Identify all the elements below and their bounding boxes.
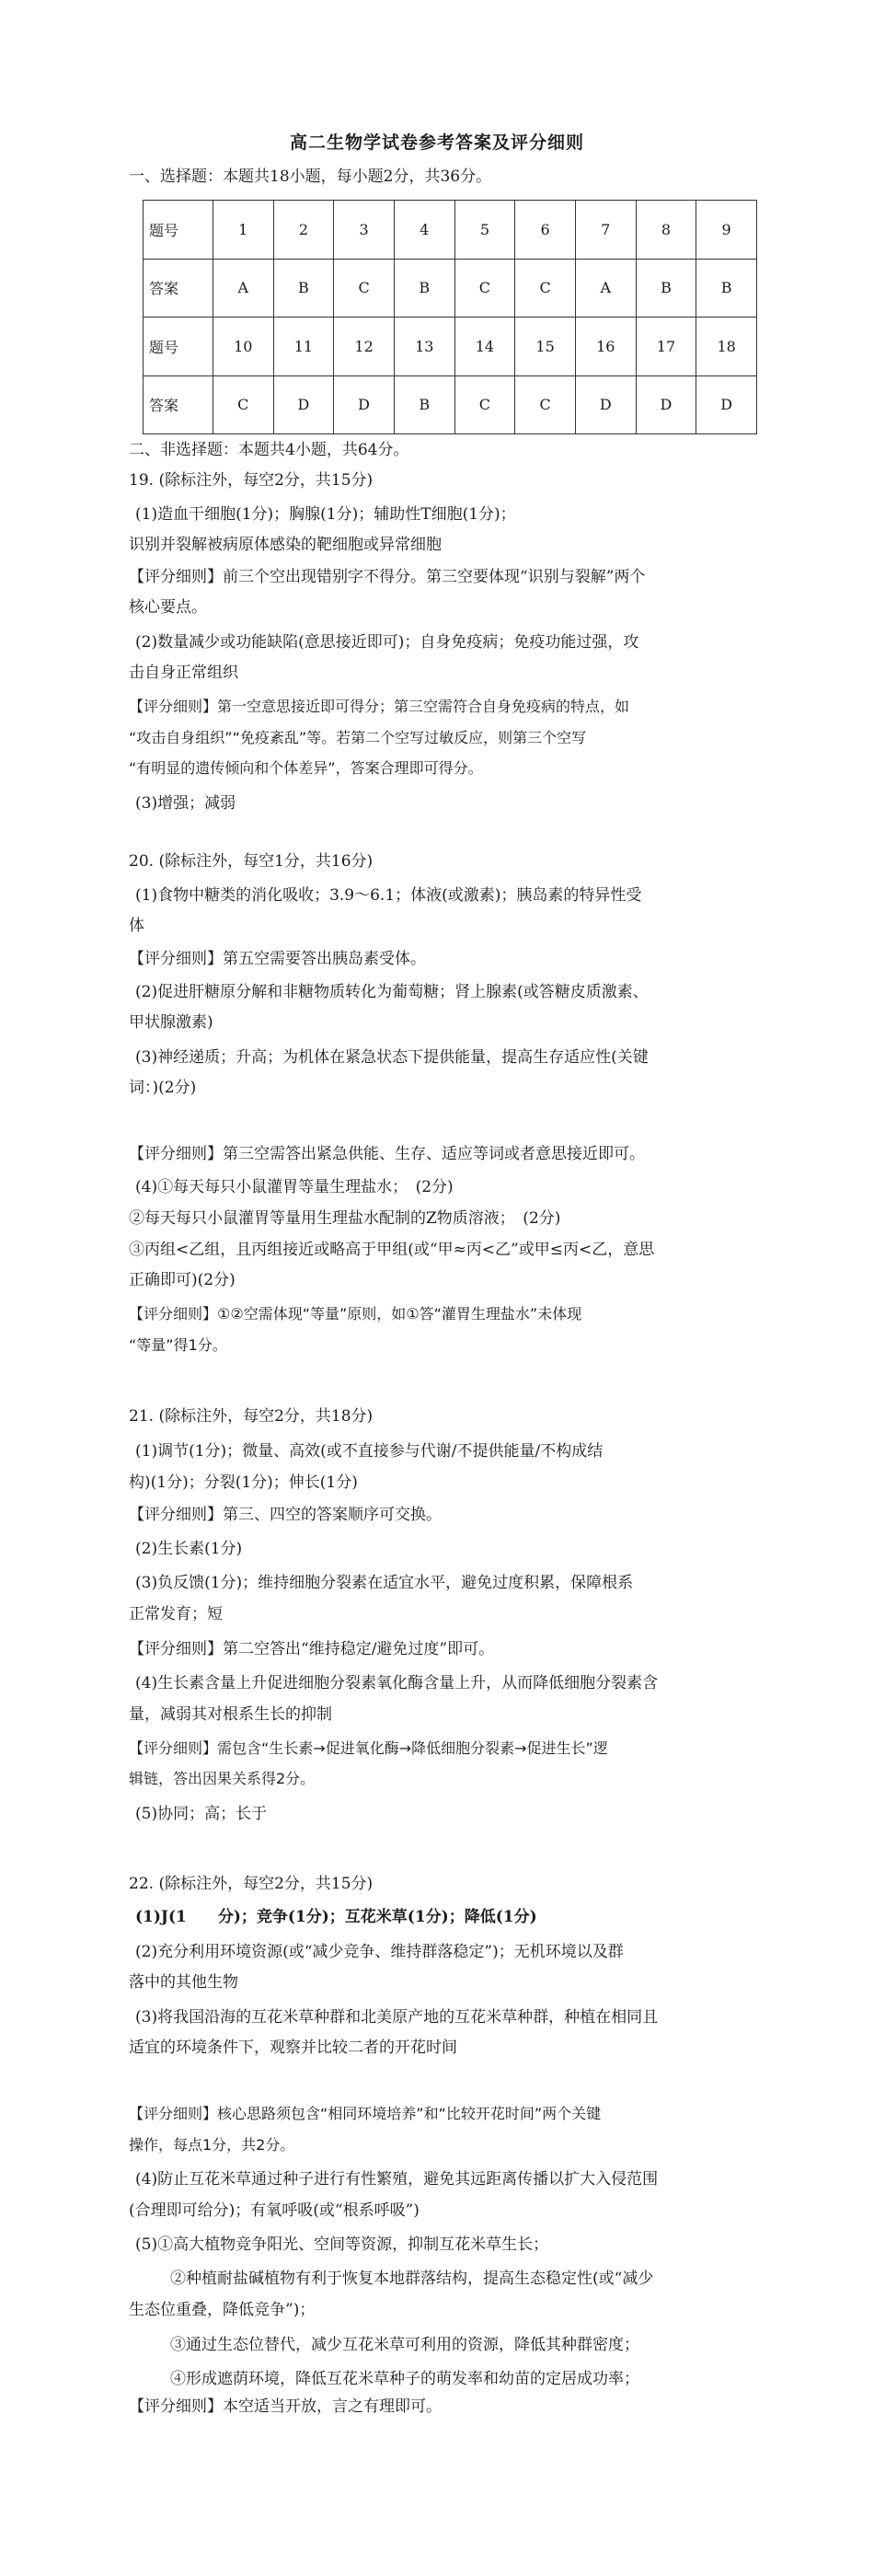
q19-rubric-line: 核心要点。 (129, 598, 207, 617)
table-cell: 9 (696, 201, 757, 260)
table-cell: C (454, 375, 515, 434)
q19-header: 19. (除标注外，每空2分，共15分) (129, 471, 374, 490)
table-cell: 8 (636, 201, 696, 260)
q22-answer-line: ②种植耐盐碱植物有利于恢复本地群落结构，提高生态稳定性(或“减少 (170, 2270, 654, 2288)
q19-answer-line: (2)数量减少或功能缺陷(意思接近即可)；自身免疫病；免疫功能过强，攻 (135, 633, 639, 652)
table-cell: 3 (334, 201, 395, 260)
table-cell: A (213, 259, 273, 318)
table-cell: B (636, 259, 696, 318)
q22-rubric-line: 操作，每点1分，共2分。 (129, 2136, 295, 2154)
q19-rubric-line: 【评分细则】第一空意思接近即可得分；第三空需符合自身免疫病的特点，如 (129, 698, 630, 715)
q21-header: 21. (除标注外，每空2分，共18分) (129, 1407, 374, 1426)
table-cell: 15 (515, 318, 576, 376)
q22-answer-line: ④形成遮荫环境，降低互花米草种子的萌发率和幼苗的定居成功率； (170, 2370, 639, 2388)
q20-answer-line: 词：)(2分) (129, 1079, 197, 1097)
table-cell: 5 (454, 201, 515, 260)
table-cell: 17 (636, 318, 696, 376)
part1-heading: 一、选择题：本题共18小题，每小题2分，共36分。 (129, 167, 492, 186)
table-row (144, 375, 757, 434)
q19-answer-line: (3)增强；减弱 (135, 794, 236, 813)
q21-answer-line: (3)负反馈(1分)；维持细胞分裂素在适宜水平，避免过度积累，保障根系 (135, 1574, 634, 1592)
q21-answer-line: 量，减弱其对根系生长的抑制 (129, 1705, 332, 1724)
table-cell: 6 (515, 201, 576, 260)
q22-answer-line: 生态位重叠，降低竞争”)； (129, 2301, 316, 2319)
table-cell: 7 (575, 201, 636, 260)
q22-answer-line: (1)J(1 分)；竞争(1分)；互花米草(1分)；降低(1分) (135, 1908, 537, 1926)
q20-answer-line: 甲状腺激素) (129, 1013, 213, 1032)
q22-answer-line: (5)①高大植物竞争阳光、空间等资源，抑制互花米草生长； (135, 2235, 549, 2254)
q20-answer-line: (1)食物中糖类的消化吸收；3.9～6.1；体液(或激素)；胰岛素的特异性受 (135, 886, 642, 905)
table-cell: B (273, 259, 334, 318)
table-cell: C (213, 375, 273, 434)
q20-rubric-line: “等量”得1分。 (129, 1336, 227, 1354)
table-cell: 4 (394, 201, 454, 260)
q21-answer-line: 构)(1分)；分裂(1分)；伸长(1分) (129, 1473, 358, 1492)
q22-answer-line: ③通过生态位替代，减少互花米草可利用的资源，降低其种群密度； (170, 2336, 639, 2354)
table-cell: 10 (213, 318, 273, 376)
row-label: 答案 (144, 259, 213, 318)
q20-answer-line: (2)促进肝糖原分解和非糖物质转化为葡萄糖；肾上腺素(或答糖皮质激素、 (135, 983, 649, 1001)
table-cell: C (515, 375, 576, 434)
answer-table (143, 200, 757, 434)
table-cell: C (454, 259, 515, 318)
q19-answer-line: (1)造血干细胞(1分)；胸腺(1分)；辅助性T细胞(1分)； (135, 505, 516, 524)
table-cell: 2 (273, 201, 334, 260)
table-row (144, 318, 757, 376)
table-cell: B (394, 375, 454, 434)
q20-answer-line: 正确即可)(2分) (129, 1271, 236, 1289)
table-cell: 11 (273, 318, 334, 376)
row-label: 答案 (144, 375, 213, 434)
table-cell: 1 (213, 201, 273, 260)
q22-answer-line: (3)将我国沿海的互花米草种群和北美原产地的互花米草种群，种植在相同且 (135, 2008, 659, 2027)
q20-answer-line: ②每天每只小鼠灌胃等量用生理盐水配制的Z物质溶液； (2分) (129, 1209, 561, 1228)
table-row (144, 259, 757, 318)
q21-answer-line: (1)调节(1分)；微量、高效(或不直接参与代谢/不提供能量/不构成结 (135, 1442, 604, 1461)
table-cell: D (334, 375, 395, 434)
page-title: 高二生物学试卷参考答案及评分细则 (289, 133, 584, 153)
q21-answer-line: 正常发育；短 (129, 1605, 223, 1623)
table-cell: 16 (575, 318, 636, 376)
q20-rubric-line: 【评分细则】第五空需要答出胰岛素受体。 (129, 950, 426, 968)
q21-rubric-line: 辑链，答出因果关系得2分。 (129, 1770, 316, 1787)
table-cell: D (575, 375, 636, 434)
table-cell: C (334, 259, 395, 318)
table-cell: A (575, 259, 636, 318)
q19-answer-line: 识别并裂解被病原体感染的靶细胞或异常细胞 (129, 536, 442, 554)
q20-answer-line: 体 (129, 917, 144, 935)
q22-answer-line: (4)防止互花米草通过种子进行有性繁殖，避免其远距离传播以扩大入侵范围 (135, 2170, 659, 2189)
q20-answer-line: (3)神经递质；升高；为机体在紧急状态下提供能量，提高生存适应性(关键 (135, 1048, 649, 1067)
table-cell: 13 (394, 318, 454, 376)
table-row (144, 201, 757, 260)
q22-answer-line: 落中的其他生物 (129, 1973, 238, 1992)
q19-rubric-line: “攻击自身组织”“免疫紊乱”等。若第二个空写过敏反应，则第三个空写 (129, 729, 587, 746)
q22-header: 22. (除标注外，每空2分，共15分) (129, 1875, 374, 1893)
q19-answer-line: 击自身正常组织 (129, 664, 238, 682)
table-cell: 12 (334, 318, 395, 376)
q22-answer-line: 适宜的环境条件下，观察并比较二者的开花时间 (129, 2039, 457, 2057)
q21-answer-line: (4)生长素含量上升促进细胞分裂素氧化酶含量上升，从而降低细胞分裂素含 (135, 1674, 659, 1692)
table-cell: D (273, 375, 334, 434)
row-label: 题号 (144, 318, 213, 376)
q19-rubric-line: “有明显的遗传倾向和个体差异”，答案合理即可得分。 (129, 759, 483, 777)
q20-answer-line: (4)①每天每只小鼠灌胃等量生理盐水； (2分) (135, 1178, 454, 1196)
q21-answer-line: (5)协同；高；长于 (135, 1805, 268, 1823)
q20-rubric-line: 【评分细则】第三空需答出紧急供能、生存、适应等词或者意思接近即可。 (129, 1145, 645, 1163)
q21-answer-line: (2)生长素(1分) (135, 1540, 243, 1558)
table-cell: D (636, 375, 696, 434)
table-cell: 18 (696, 318, 757, 376)
table-cell: B (394, 259, 454, 318)
q20-answer-line: ③丙组<乙组，且丙组接近或略高于甲组(或“甲≈丙<乙”或甲≤丙<乙，意思 (129, 1241, 655, 1259)
q22-answer-line: (合理即可给分)；有氧呼吸(或“根系呼吸”) (129, 2201, 420, 2220)
q21-rubric-line: 【评分细则】需包含“生长素→促进氧化酶→降低细胞分裂素→促进生长”逻 (129, 1739, 608, 1757)
table-cell: D (696, 375, 757, 434)
q22-rubric-line: 【评分细则】核心思路须包含“相同环境培养”和“比较开花时间”两个关键 (129, 2105, 602, 2122)
q22-answer-line: (2)充分利用环境资源(或“减少竞争、维持群落稳定”)；无机环境以及群 (135, 1943, 624, 1961)
table-cell: B (696, 259, 757, 318)
q21-rubric-line: 【评分细则】第三、四空的答案顺序可交换。 (129, 1506, 442, 1524)
row-label: 题号 (144, 201, 213, 260)
q21-rubric-line: 【评分细则】第二空答出“维持稳定/避免过度”即可。 (129, 1640, 495, 1658)
table-cell: C (515, 259, 576, 318)
table-cell: 14 (454, 318, 515, 376)
q20-rubric-line: 【评分细则】①②空需体现“等量”原则，如①答“灌胃生理盐水”未体现 (129, 1305, 582, 1323)
q19-rubric-line: 【评分细则】前三个空出现错别字不得分。第三空要体现“识别与裂解”两个 (129, 568, 646, 586)
q22-rubric-line: 【评分细则】本空适当开放，言之有理即可。 (129, 2397, 442, 2416)
part2-heading: 二、非选择题：本题共4小题，共64分。 (129, 441, 409, 459)
q20-header: 20. (除标注外，每空1分，共16分) (129, 852, 374, 871)
